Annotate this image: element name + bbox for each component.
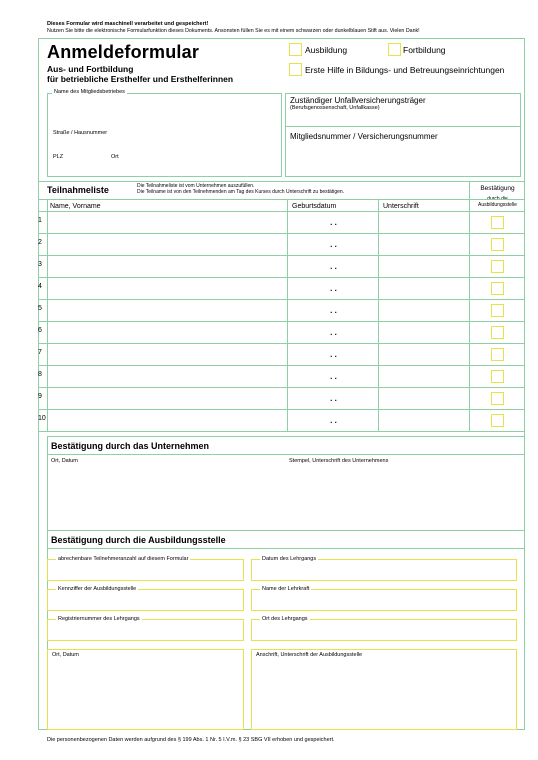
confirm-cell (469, 322, 525, 343)
birthdate-cell[interactable]: . . (330, 350, 337, 359)
form-subtitle-2: für betriebliche Ersthelfer und Ersthelferinnen (47, 74, 234, 84)
field-registration-number[interactable]: Registriernummer des Lehrgangs (47, 619, 244, 641)
birthdate-cell[interactable]: . . (330, 416, 337, 425)
col-header-birthdate: Geburtsdatum (292, 203, 337, 210)
table-row (38, 256, 525, 278)
signature-cell[interactable] (378, 344, 469, 365)
birthdate-cell[interactable]: . . (330, 394, 337, 403)
table-row (38, 322, 525, 344)
row-number: 3 (38, 261, 42, 268)
signature-cell[interactable] (378, 300, 469, 321)
signature-cell[interactable] (378, 322, 469, 343)
row-number: 6 (38, 327, 42, 334)
name-cell[interactable] (47, 388, 288, 409)
signature-cell[interactable] (378, 366, 469, 387)
participants-title: Teilnahmeliste (47, 185, 109, 195)
confirm-cell (469, 278, 525, 299)
participants-note-2: Die Teilname ist von den Teilnehmenden am Tag des Kurses durch Unterschrift zu bestätigen. (137, 189, 345, 195)
label-fortbildung: Fortbildung (403, 45, 446, 55)
training-confirm-title: Bestätigung durch die Ausbildungsstelle (51, 535, 226, 545)
name-cell[interactable] (47, 366, 288, 387)
company-plz-label: PLZ (53, 154, 64, 160)
birthdate-cell[interactable]: . . (330, 262, 337, 271)
confirm-cell (469, 410, 525, 431)
table-row (38, 410, 525, 432)
confirm-cell (469, 256, 525, 277)
signature-cell[interactable] (378, 212, 469, 233)
table-row (38, 388, 525, 410)
row-confirm-checkbox[interactable] (491, 392, 504, 405)
row-number: 8 (38, 371, 42, 378)
signature-cell[interactable] (378, 278, 469, 299)
row-number: 5 (38, 305, 42, 312)
confirm-cell (469, 388, 525, 409)
confirm-cell (469, 344, 525, 365)
confirm-cell (469, 300, 525, 321)
field-course-place[interactable]: Ort des Lehrgangs (251, 619, 517, 641)
birthdate-cell[interactable]: . . (330, 218, 337, 227)
row-confirm-checkbox[interactable] (491, 238, 504, 251)
table-body (38, 212, 525, 432)
field-address-signature[interactable]: Anschrift, Unterschrift der Ausbildungsstelle (251, 649, 517, 730)
table-row (38, 234, 525, 256)
confirm-cell (469, 234, 525, 255)
checkbox-ausbildung[interactable] (289, 43, 302, 56)
row-number: 4 (38, 283, 42, 290)
birthdate-cell[interactable]: . . (330, 306, 337, 315)
row-number: 7 (38, 349, 42, 356)
company-legend: Name des Mitgliedsbetriebes (54, 89, 125, 95)
signature-cell[interactable] (378, 256, 469, 277)
form-subtitle-1: Aus- und Fortbildung (47, 64, 134, 74)
birthdate-cell[interactable]: . . (330, 372, 337, 381)
confirm-cell (469, 212, 525, 233)
row-confirm-checkbox[interactable] (491, 216, 504, 229)
notice-line2: Nutzen Sie bitte die elektronische Formularfunktion dieses Dokuments. Ansonsten füllen Sie es mit einem schwarzen oder dunkelblauen Stift aus. Vielen Dank! (47, 28, 420, 34)
name-cell[interactable] (47, 322, 288, 343)
row-confirm-checkbox[interactable] (491, 326, 504, 339)
company-confirm-area[interactable] (48, 456, 524, 528)
birthdate-cell[interactable]: . . (330, 328, 337, 337)
participants-note-1: Die Teilnahmeliste ist vom Unternehmen auszufüllen. (137, 183, 255, 189)
name-cell[interactable] (47, 278, 288, 299)
field-center-code[interactable]: Kennziffer der Ausbildungsstelle (47, 589, 244, 611)
notice (47, 21, 527, 35)
label-ausbildung: Ausbildung (305, 45, 348, 55)
company-street-label: Straße / Hausnummer (53, 130, 108, 136)
field-participant-count[interactable]: abrechenbare Teilnehmeranzahl auf diesem Formular (47, 559, 244, 581)
confirm-cell (469, 366, 525, 387)
company-confirm-ort-datum: Ort, Datum (51, 458, 78, 464)
row-number: 9 (38, 393, 42, 400)
participants-notes (137, 183, 467, 195)
row-confirm-checkbox[interactable] (491, 414, 504, 427)
confirm-head: Bestätigung (480, 185, 515, 192)
name-cell[interactable] (47, 344, 288, 365)
birthdate-cell[interactable]: . . (330, 284, 337, 293)
participants-table (38, 199, 525, 432)
form-title: Anmeldeformular (47, 42, 200, 62)
confirm-sub: durch die Ausbildungsstelle (478, 196, 517, 208)
company-confirm-title: Bestätigung durch das Unternehmen (51, 441, 210, 451)
row-number: 10 (38, 415, 46, 422)
company-ort-label: Ort (111, 154, 119, 160)
table-row (38, 300, 525, 322)
row-confirm-checkbox[interactable] (491, 282, 504, 295)
table-row (38, 344, 525, 366)
col-header-signature: Unterschrift (383, 203, 419, 210)
name-cell[interactable] (47, 234, 288, 255)
name-cell[interactable] (47, 410, 288, 431)
checkbox-fortbildung[interactable] (388, 43, 401, 56)
table-header-row (38, 199, 525, 212)
field-teacher-name[interactable]: Name der Lehrkraft (251, 589, 517, 611)
table-row (38, 278, 525, 300)
name-cell[interactable] (47, 256, 288, 277)
checkbox-erste-hilfe[interactable] (289, 63, 302, 76)
signature-cell[interactable] (378, 388, 469, 409)
row-confirm-checkbox[interactable] (491, 348, 504, 361)
participants-top-rule (38, 181, 525, 182)
row-confirm-checkbox[interactable] (491, 304, 504, 317)
footer-note: Die personenbezogenen Daten werden aufgrund des § 199 Abs. 1 Nr. 5 I.V.m. § 23 SBG VII erhoben und gespeichert. (47, 737, 335, 743)
insurer-subtitle: (Berufsgenossenschaft, Unfallkasse) (290, 105, 380, 111)
signature-cell[interactable] (378, 234, 469, 255)
row-number: 1 (38, 217, 42, 224)
table-row (38, 366, 525, 388)
company-confirm-stamp: Stempel, Unterschrift des Unternehmens (289, 458, 389, 464)
name-cell[interactable] (47, 300, 288, 321)
name-cell[interactable] (47, 212, 288, 233)
row-confirm-checkbox[interactable] (491, 260, 504, 273)
birthdate-cell[interactable]: . . (330, 240, 337, 249)
row-confirm-checkbox[interactable] (491, 370, 504, 383)
col-header-name: Name, Vorname (50, 203, 101, 210)
field-ort-datum[interactable]: Ort, Datum (47, 649, 244, 730)
label-erste-hilfe: Erste Hilfe in Bildungs- und Betreuungseinrichtungen (305, 65, 505, 75)
row-number: 2 (38, 239, 42, 246)
member-number-label: Mitgliedsnummer / Versicherungsnummer (290, 132, 438, 141)
insurer-divider (285, 126, 521, 127)
notice-line1: Dieses Formular wird maschinell verarbeitet und gespeichert! (47, 21, 209, 27)
insurer-title: Zuständiger Unfallversicherungsträger (290, 96, 426, 105)
signature-cell[interactable] (378, 410, 469, 431)
table-row (38, 212, 525, 234)
field-course-date[interactable]: Datum des Lehrgangs (251, 559, 517, 581)
